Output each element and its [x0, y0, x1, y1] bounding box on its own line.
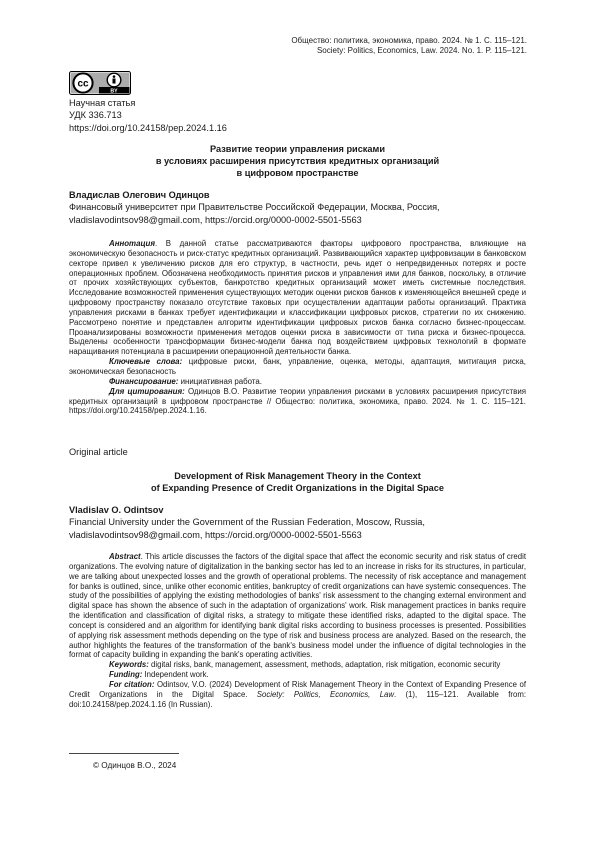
- funding-label-ru: Финансирование:: [109, 376, 179, 386]
- title-ru: [69, 143, 526, 180]
- abstract-label-ru: Аннотация: [109, 239, 156, 248]
- abstract-text-en: . This article discusses the factors of the digital space that affect the economic security and risk status of credit organizations. The evolving nature of digitalization in the banking sector has led to an increase in risks for its structures, in particular, we are talking about unexpected losses and the growth of operational problems. The necessity of risk acceptance and management for banks is outlined, since, unlike other economic entities, bankruptcy of credit organizations can have systemic consequences. The study of the possibilities of applying the existing methodologies of banks' risk assessment to the changing external environment and digital space has shown the absence of such in the adaptation of organizations' work. Risk management practices in banks require the identification and classification of digital risks, a strategy to mitigate these identified risks, adapted to the digital space. The concept is considered and an algorithm for identifying bank digital risks according to business processes is presented. Possibilities of applying risk assessment methods depending on the type of risk and business process are analyzed. Based on the research, the author highlights the features of the transformation of the bank's business model under the influence of digital technologies in the format of capacity building in expanding the bank's operating activities.: [69, 552, 526, 660]
- udc-code: УДК 336.713: [69, 110, 122, 121]
- citation-label-en: For citation:: [109, 679, 155, 689]
- citation-en: [69, 680, 526, 710]
- keywords-label-ru: Ключевые слова:: [109, 357, 183, 367]
- abstract-section-en: [69, 552, 526, 710]
- abstract-label-en: Abstract: [109, 552, 141, 561]
- title-ru-line: в цифровом пространстве: [236, 168, 359, 179]
- keywords-text-en: digital risks, bank, management, assessment, methods, adaptation, risk mitigation, economic security: [148, 660, 501, 670]
- footnote-divider: [69, 753, 179, 754]
- keywords-en: [69, 660, 526, 670]
- citation-ru: [69, 387, 526, 417]
- title-en-line: of Expanding Presence of Credit Organizations in the Digital Space: [150, 483, 445, 494]
- copyright-notice: © Одинцов В.О., 2024: [93, 761, 177, 770]
- citation-text-ru: Одинцов В.О. Развитие теории управления рисками в условиях расширения присутствия кредитных организаций в цифровом пространстве // Общество: политика, экономика, право. 2024. № 1. С. 115–121. https://doi.org/10.24158/pep.2024.1.16.: [69, 386, 527, 416]
- abstract-en: [69, 552, 526, 660]
- affiliation-ru: Финансовый университет при Правительстве Российской Федерации, Москва, Россия,: [69, 202, 440, 213]
- title-en-line: Development of Risk Management Theory in the Context: [174, 471, 421, 481]
- article-type: Научная статья: [69, 98, 136, 108]
- author-block-en: [69, 504, 529, 541]
- doi-link[interactable]: https://doi.org/10.24158/pep.2024.1.16: [69, 122, 227, 133]
- citation-text-en-2: . (1), 115–121. Available from: doi:10.24158/pep.2024.1.16 (In Russian).: [69, 689, 526, 709]
- cc-text: cc: [77, 78, 89, 90]
- funding-label-en: Funding:: [109, 670, 143, 680]
- funding-ru: [69, 377, 526, 387]
- by-text: BY: [110, 88, 118, 95]
- funding-text-en: Independent work.: [142, 670, 209, 680]
- title-ru-line: в условиях расширения присутствия кредитных организаций: [155, 156, 440, 167]
- abstract-text-ru: . В данной статье рассматриваются факторы цифрового пространства, влияющие на экономическую безопасность и риск-статус кредитных организаций. Развивающийся характер цифровизации в банковском секторе привел к увеличению рисков для его структур, в частности, речь идет о непредвиденных потерях и росте операционных проблем. Обозначена необходимость принятия рисков и управления ими для банков, поскольку, в отличие от прочих хозяйствующих субъектов, банкротство кредитных организаций может иметь системные последствия. Исследование возможностей применения существующих методик оценки рисков банков к изменяющейся внешней среде и цифровому пространству показало отсутствие таковых при осуществлении адаптации работы организаций. Практика управления рисками в банках требует идентификации и классификации цифровых рисков, стратегии по их снижению. Рассмотрено понятие и представлен алгоритм идентификации цифровых рисков банка согласно бизнес-процессам. Проанализированы возможности применения методов оценки риска в зависимости от типа риска и бизнес-процесса. Выделены особенности трансформации бизнес-модели банка под воздействием цифровых технологий в формате наращивания потенциала в расширении операционной деятельности банка.: [69, 239, 526, 357]
- citation-label-ru: Для цитирования:: [109, 386, 185, 396]
- author-contacts-ru[interactable]: vladislavodintsov98@gmail.com, https://orcid.org/0000-0002-5501-5563: [69, 214, 362, 225]
- funding-text-ru: инициативная работа.: [178, 376, 262, 386]
- keywords-text-ru: цифровые риски, банк, управление, оценка, методы, адаптация, митигация риска, экономическая безопасность: [69, 357, 526, 376]
- running-header: [291, 36, 527, 56]
- original-article-label: Original article: [69, 447, 128, 457]
- citation-text-en-1: Odintsov, V.O. (2024) Development of Risk Management Theory in the Context of Expanding Presence of Credit Organizations in the Digital Space.: [69, 679, 527, 699]
- running-header-ru: Общество: политика, экономика, право. 2024. № 1. С. 115–121.: [291, 36, 527, 45]
- title-en: [69, 470, 526, 494]
- author-block-ru: [69, 189, 529, 226]
- running-header-en: Society: Politics, Economics, Law. 2024. No. 1. P. 115–121.: [316, 46, 527, 56]
- affiliation-en: Financial University under the Government of the Russian Federation, Moscow, Russia,: [69, 517, 425, 528]
- abstract-section-ru: [69, 239, 526, 416]
- keywords-ru: [69, 357, 526, 377]
- title-ru-line: Развитие теории управления рисками: [210, 144, 385, 154]
- article-meta: [69, 97, 227, 134]
- author-contacts-en[interactable]: vladislavodintsov98@gmail.com, https://orcid.org/0000-0002-5501-5563: [69, 529, 362, 540]
- keywords-label-en: Keywords:: [109, 660, 149, 670]
- funding-en: [69, 670, 526, 680]
- author-name-ru: Владислав Олегович Одинцов: [69, 190, 210, 200]
- abstract-ru: [69, 239, 526, 357]
- citation-journal-en: Society: Politics, Economics, Law: [256, 689, 394, 699]
- author-name-en: Vladislav O. Odintsov: [69, 505, 164, 515]
- cc-by-license-icon[interactable]: [69, 71, 131, 95]
